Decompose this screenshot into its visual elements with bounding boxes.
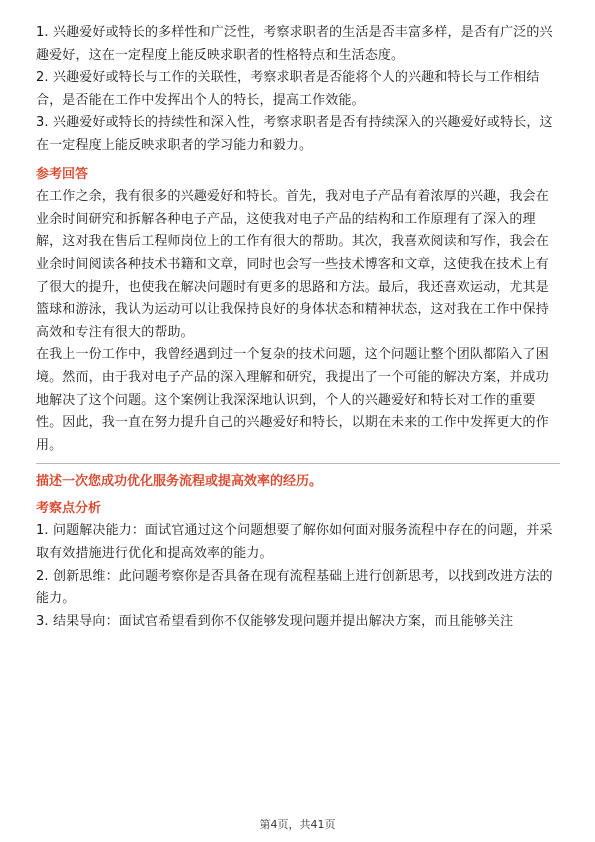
analysis-heading: 考察点分析 [36, 500, 102, 516]
analysis-item-3: 3. 结果导向：面试官希望看到你不仅能够发现问题并提出解决方案，而且能够关注 [36, 613, 514, 629]
criteria-item-1: 1. 兴趣爱好或特长的多样性和广泛性，考察求职者的生活是否丰富多样，是否有广泛的兴趣爱好，这在一定程度上能反映求职者的性格特点和生活态度。 [36, 25, 553, 63]
analysis-item-2: 2. 创新思维：此问题考察你是否具备在现有流程基础上进行创新思考，以找到改进方法的能力。 [36, 568, 553, 607]
criteria-item-3: 3. 兴趣爱好或特长的持续性和深入性，考察求职者是否有持续深入的兴趣爱好或特长，这在一定程度上能反映求职者的学习能力和毅力。 [36, 115, 553, 153]
answer-heading: 参考回答 [36, 166, 89, 182]
criteria-item-2: 2. 兴趣爱好或特长与工作的关联性，考察求职者是否能将个人的兴趣和特长与工作相结合，是否能在工作中发挥出个人的特长，提高工作效能。 [36, 70, 540, 108]
page-number: 第4页，共41页 [259, 818, 336, 831]
analysis-item-1: 1. 问题解决能力：面试官通过这个问题想要了解你如何面对服务流程中存在的问题，并采取有效措施进行优化和提高效率的能力。 [36, 523, 553, 562]
answer-paragraph-1: 在工作之余，我有很多的兴趣爱好和特长。首先，我对电子产品有着浓厚的兴趣，我会在业余时间研究和拆解各种电子产品，这使我对电子产品的结构和工作原理有了深入的理解，这对我在售后工程师岗位上的工作有很大的帮助。其次，我喜欢阅读和写作，我会在业余时间阅读各种技术书籍和文章，同时也会写一些技术博客和文章，这使我在技术上有了很大的提升，也使我在解决问题时有更多的思路和方法。最后，我还喜欢运动，尤其是篮球和游泳，我认为运动可以让我保持良好的身体状态和精神状态，这对我在工作中保持高效和专注有很大的帮助。 [36, 189, 549, 340]
document-page [36, 22, 560, 633]
question-heading: 描述一次您成功优化服务流程或提高效率的经历。 [36, 474, 323, 490]
answer-paragraph-2: 在我上一份工作中，我曾经遇到过一个复杂的技术问题，这个问题让整个团队都陷入了困境。然而，由于我对电子产品的深入理解和研究，我提出了一个可能的解决方案，并成功地解决了这个问题。这个案例让我深深地认识到，个人的兴趣爱好和特长对工作的重要性。因此，我一直在努力提升自己的兴趣爱好和特长，以期在未来的工作中发挥更大的作用。 [36, 347, 549, 453]
section-divider [36, 463, 560, 464]
